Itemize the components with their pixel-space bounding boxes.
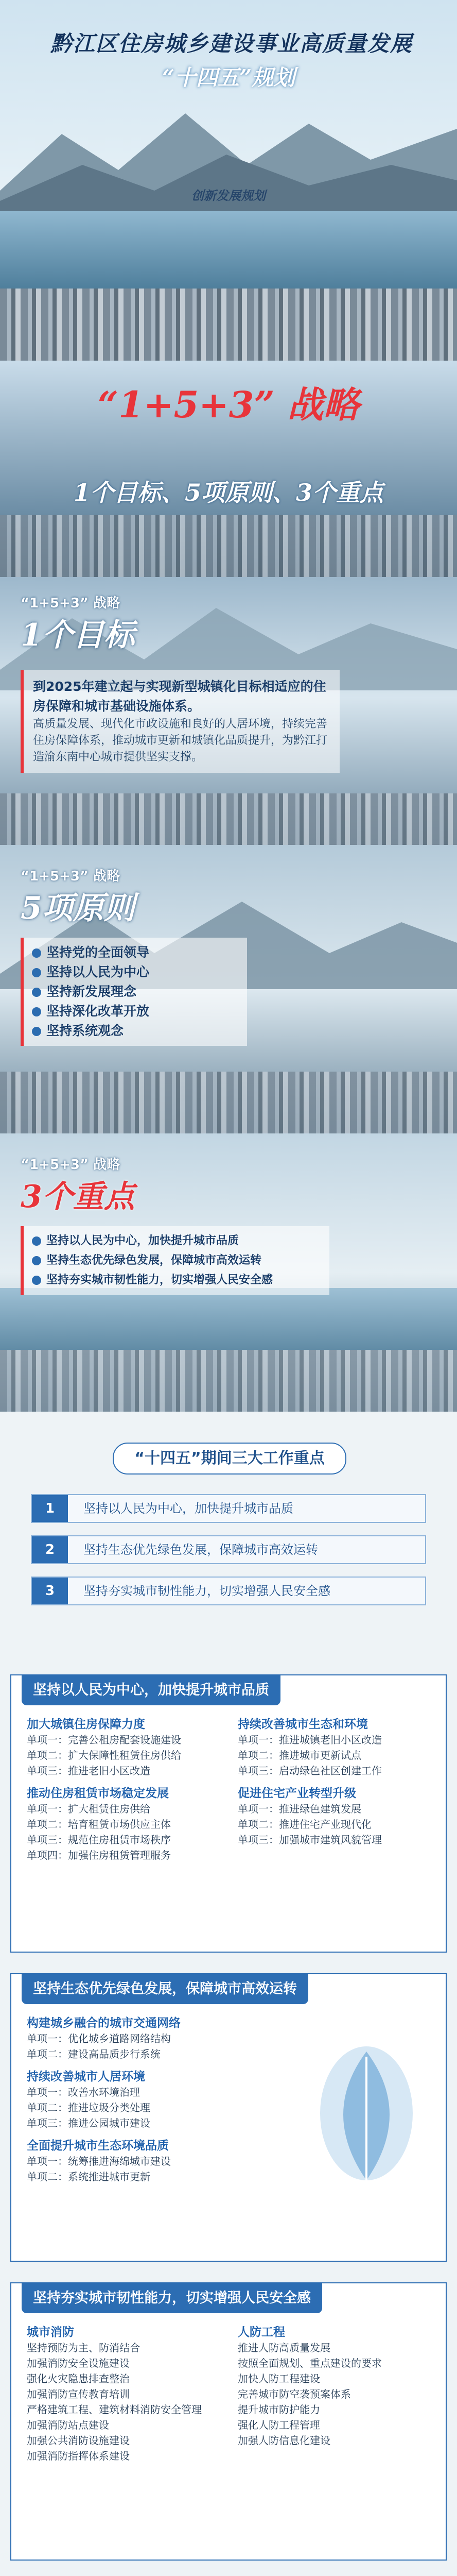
bullet-icon <box>32 948 41 958</box>
task-item <box>31 1535 426 1564</box>
box-header: 坚持以人民为中心，加快提升城市品质 <box>22 1675 280 1705</box>
box1-right-column: 持续改善城市生态和环境 单项一：推进城镇老旧小区改造 单项二：推进城市更新试点 单项三：启动绿色社区创建工作 促进住宅产业转型升级 单项一：推进绿色建筑发展 单项二：推进住宅产业现代化 单项三：加强城市建筑风貌管理 <box>238 1718 382 1846</box>
principle-item: 坚持新发展理念 <box>32 982 239 1002</box>
principle-item: 坚持党的全面领导 <box>32 943 239 962</box>
goal-small-text: 高质量发展、现代化市政设施和良好的人居环境，持续完善住房保障体系，推动城市更新和城镇化品质提升，为黔江打造渝东南中心城市提供坚实支撑。 <box>33 718 328 764</box>
focus-box-2 <box>10 1973 447 2262</box>
city-illustration <box>0 289 457 361</box>
task-item <box>31 1494 426 1523</box>
bullet-icon <box>32 1007 41 1016</box>
bullet-icon <box>32 1236 41 1246</box>
principle-item: 坚持深化改革开放 <box>32 1002 239 1021</box>
goal-title: 1个目标 <box>21 617 135 653</box>
leaf-icon <box>300 2036 433 2191</box>
strategy-headline: “1+5+3” 战略 <box>97 383 360 426</box>
principles-title: 5项原则 <box>21 890 135 926</box>
principle-item: 坚持系统观念 <box>32 1021 239 1041</box>
bullet-icon <box>32 968 41 977</box>
box3-right-column: 人防工程 推进人防高质量发展 按照全面规划、重点建设的要求 加快人防工程建设 完善城市防空袭预案体系 提升城市防护能力 强化人防工程管理 加强人防信息化建设 <box>238 2326 382 2447</box>
focus-box-3 <box>10 2282 447 2561</box>
focus-item: 坚持生态优先绿色发展，保障城市高效运转 <box>32 1251 321 1270</box>
hero-title: 黔江区住房城乡建设事业高质量发展 <box>50 31 413 56</box>
task-text: 坚持生态优先绿色发展，保障城市高效运转 <box>83 1543 318 1557</box>
tasks-title: “十四五”期间三大工作重点 <box>113 1443 346 1475</box>
hero-banner <box>0 0 457 361</box>
focus-list <box>21 1226 329 1295</box>
focus-box-1 <box>10 1674 447 1953</box>
focus-kicker: “1+5+3” 战略 <box>21 1157 120 1173</box>
task-text: 坚持以人民为中心，加快提升城市品质 <box>83 1501 293 1516</box>
strategy-detail: 1个目标、5项原则、3个重点 <box>73 479 384 506</box>
principles-list <box>21 938 247 1046</box>
city-illustration <box>0 1350 457 1412</box>
box-header: 坚持夯实城市韧性能力，切实增强人民安全感 <box>22 2283 322 2313</box>
city-illustration <box>0 515 457 577</box>
task-number: 3 <box>32 1578 68 1604</box>
bullet-icon <box>32 1256 41 1265</box>
box3-left-column: 城市消防 坚持预防为主、防消结合 加强消防安全设施建设 强化火灾隐患排查整治 加强消防宣传教育培训 严格建筑工程、建筑材料消防安全管理 加强消防站点建设 加强公共消防设施建设 加强消防指挥体系建设 <box>27 2326 202 2462</box>
box2-column: 构建城乡融合的城市交通网络 单项一：优化城乡道路网络结构 单项二：建设高品质步行系统 持续改善城市人居环境 单项一：改善水环境治理 单项二：推进垃圾分类处理 单项三：推进公园城市建设 全面提升城市生态环境品质 单项一：统筹推进海绵城市建设 单项二：系统推进城市更新 <box>27 2016 181 2183</box>
hero-caption: 创新发展规划 <box>191 188 266 203</box>
task-item <box>31 1577 426 1605</box>
lake-illustration <box>0 1288 457 1350</box>
city-illustration <box>0 1072 457 1133</box>
principle-item: 坚持以人民为中心 <box>32 962 239 982</box>
goal-text: 到2025年建立起与实现新型城镇化目标相适应的住房保障和城市基础设施体系。 <box>33 679 326 714</box>
task-number: 2 <box>32 1536 68 1563</box>
task-number: 1 <box>32 1495 68 1522</box>
bullet-icon <box>32 1027 41 1036</box>
box1-left-column: 加大城镇住房保障力度 单项一：完善公租房配套设施建设 单项二：扩大保障性租赁住房供给 单项三：推进老旧小区改造 推动住房租赁市场稳定发展 单项一：扩大租赁住房供给 单项二：培育租赁市场供应主体 单项三：规范住房租赁市场秩序 单项四：加强住房租赁管理服务 <box>27 1718 181 1861</box>
city-illustration <box>0 793 457 845</box>
lake-illustration <box>0 211 457 289</box>
box-header: 坚持生态优先绿色发展，保障城市高效运转 <box>22 1974 308 2004</box>
focus-item: 坚持以人民为中心，加快提升城市品质 <box>32 1231 321 1251</box>
goal-kicker: “1+5+3” 战略 <box>21 596 120 611</box>
bullet-icon <box>32 1276 41 1285</box>
focus-title: 3个重点 <box>21 1179 135 1215</box>
bullet-icon <box>32 988 41 997</box>
principles-kicker: “1+5+3” 战略 <box>21 869 120 884</box>
goal-panel <box>21 670 340 773</box>
hero-subtitle: “十四五”规划 <box>162 65 295 90</box>
focus-item: 坚持夯实城市韧性能力，切实增强人民安全感 <box>32 1270 321 1290</box>
task-text: 坚持夯实城市韧性能力，切实增强人民安全感 <box>83 1584 330 1598</box>
